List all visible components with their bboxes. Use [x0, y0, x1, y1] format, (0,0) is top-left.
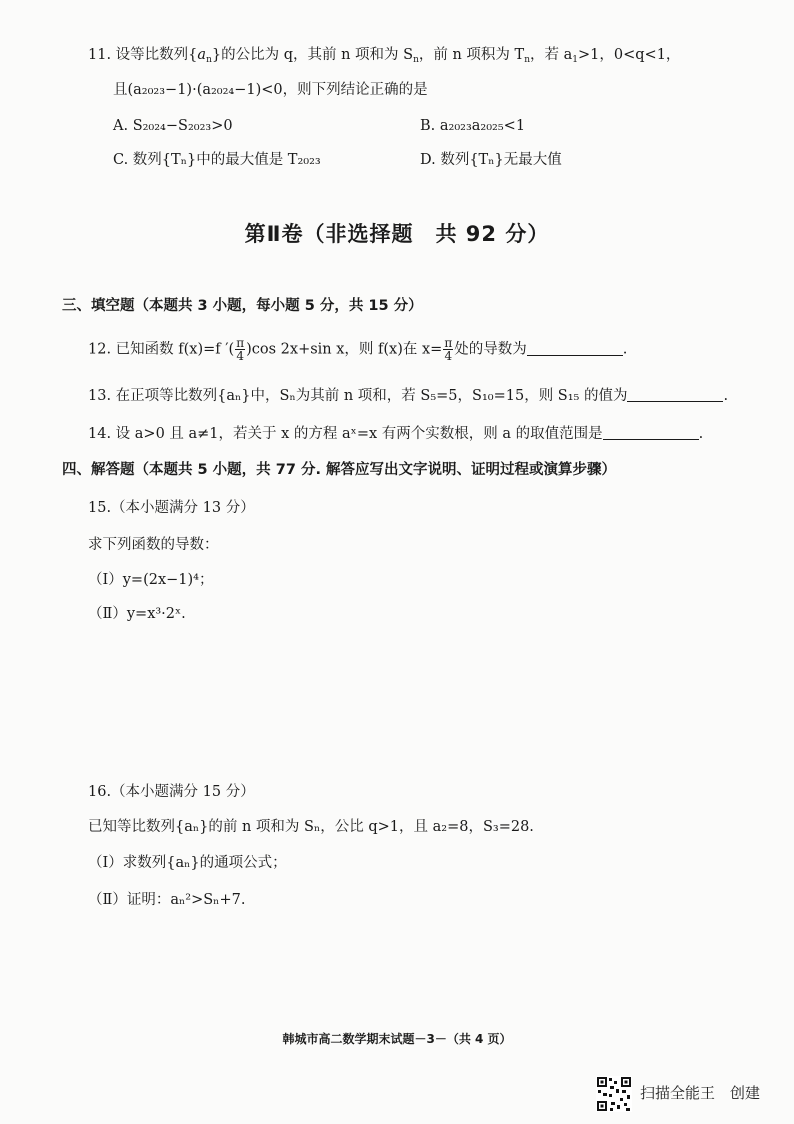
- q13-text: 13. 在正项等比数列{aₙ}中，Sₙ为其前 n 项和，若 S₅=5，S₁₀=15，则 S₁₅ 的值为: [88, 388, 628, 404]
- q12-answer-blank[interactable]: [527, 342, 623, 356]
- q11-text-c: ，前 n 项积为 T: [418, 47, 525, 63]
- q13-answer-blank[interactable]: [627, 388, 723, 402]
- q12-fraction-1: [235, 337, 245, 362]
- q11-text-a: 11. 设等比数列{: [88, 47, 198, 63]
- q12-frac-num: π: [236, 336, 245, 350]
- q11-option-a: A. S₂₀₂₄−S₂₀₂₃>0: [113, 118, 233, 134]
- q11-an: a: [197, 47, 207, 63]
- q16-part2: （Ⅱ）证明：aₙ²>Sₙ+7.: [88, 892, 246, 908]
- q11-n-sub: n: [206, 55, 212, 65]
- q11-text-f: >1，0<q<1，: [578, 47, 681, 63]
- q12-frac-den2: 4: [444, 349, 453, 363]
- q16-heading: 16.（本小题满分 15 分）: [88, 784, 255, 800]
- qr-code-icon: [596, 1076, 632, 1112]
- q12-line: 12. 已知函数 f(x)=f ′( $\frac{\pi}{4}$ )cos 2x+sin x，则 f(x)在 x= $\frac{\pi}{4}$ 处的导数为 .: [88, 336, 628, 363]
- q12-text-post: 处的导数为: [454, 341, 527, 358]
- q11-option-c: C. 数列{Tₙ}中的最大值是 T₂₀₂₃: [113, 152, 321, 168]
- q15-prompt: 求下列函数的导数：: [88, 537, 219, 553]
- q15-part2: （Ⅱ）y=x³·2ˣ.: [88, 606, 186, 622]
- q11-one-sub: 1: [572, 55, 579, 65]
- q16-stem: 已知等比数列{aₙ}的前 n 项和为 Sₙ，公比 q>1，且 a₂=8，S₃=28.: [88, 819, 534, 835]
- q11-n-sub2: n: [413, 55, 419, 65]
- section3-heading: 三、填空题（本题共 3 小题，每小题 5 分，共 15 分）: [62, 298, 423, 314]
- scanner-watermark: 扫描全能王 创建: [640, 1084, 761, 1102]
- q12-frac-den: 4: [236, 349, 244, 363]
- q11-line2: 且(a₂₀₂₃−1)·(a₂₀₂₄−1)<0，则下列结论正确的是: [113, 82, 428, 98]
- part2-title: 第Ⅱ卷（非选择题 共 92 分）: [244, 222, 550, 246]
- q14-text: 14. 设 a>0 且 a≠1，若关于 x 的方程 aˣ=x 有两个实数根，则 a 的取值范围是: [88, 426, 603, 442]
- q14-line: 14. 设 a>0 且 a≠1，若关于 x 的方程 aˣ=x 有两个实数根，则 a 的取值范围是 .: [88, 426, 704, 442]
- q11-n-sub3: n: [524, 55, 531, 65]
- q15-part1: （Ⅰ）y=(2x−1)⁴；: [88, 572, 214, 588]
- q11-text-b: }的公比为 q，其前 n 项和为 S: [211, 47, 414, 63]
- q11-line1: [88, 45, 680, 70]
- q15-heading: 15.（本小题满分 13 分）: [88, 500, 255, 516]
- q12-text-pre: 12. 已知函数 f(x)=f ′(: [88, 341, 235, 358]
- q12-text-mid: )cos 2x+sin x，则 f(x)在 x=: [246, 341, 443, 358]
- q14-answer-blank[interactable]: [603, 426, 699, 440]
- section4-heading: 四、解答题（本题共 5 小题，共 77 分. 解答应写出文字说明、证明过程或演算步骤）: [62, 462, 617, 478]
- q11-option-b: B. a₂₀₂₃a₂₀₂₅<1: [420, 118, 526, 134]
- q12-fraction-2: [443, 337, 453, 362]
- q13-line: 13. 在正项等比数列{aₙ}中，Sₙ为其前 n 项和，若 S₅=5，S₁₀=15，则 S₁₅ 的值为 .: [88, 388, 729, 404]
- q16-part1: （Ⅰ）求数列{aₙ}的通项公式；: [88, 855, 287, 871]
- q11-option-d: D. 数列{Tₙ}无最大值: [420, 152, 562, 168]
- q12-frac-num2: π: [444, 336, 453, 350]
- page-footer: 韩城市高二数学期末试题－3－（共 4 页）: [282, 1032, 512, 1046]
- q11-text-d: ，若 a: [530, 47, 573, 63]
